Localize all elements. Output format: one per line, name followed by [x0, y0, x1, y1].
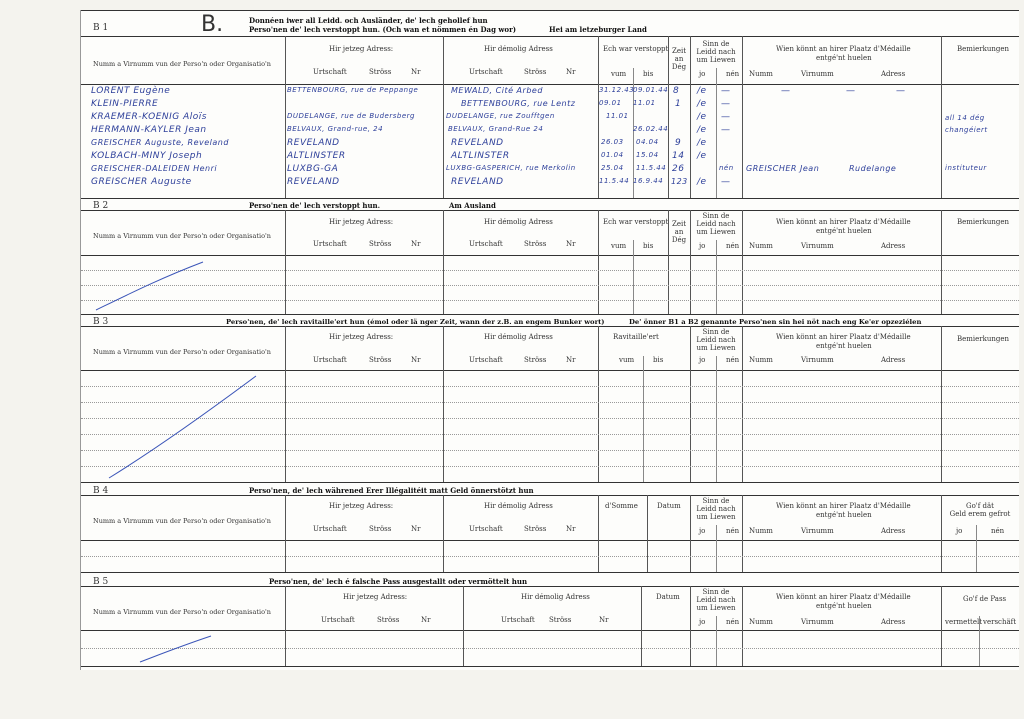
b1-code: B 1: [93, 23, 109, 33]
row-from: 11.5.44: [599, 177, 630, 185]
row-name: KRAEMER-KOENIG Aloïs: [91, 112, 207, 122]
b4-sub-address: Adress: [881, 527, 906, 535]
row-to: 11.01: [633, 99, 656, 107]
b5-sub-place: Urtschaft: [321, 616, 355, 624]
row-from: 01.04: [601, 151, 624, 159]
b5-sub-address: Adress: [881, 618, 906, 626]
row-cur: LUXBG-GA: [287, 164, 339, 174]
b5-sub-place-2: Urtschaft: [501, 616, 535, 624]
b1-hdr-sense: Sinn de Leidd nach um Liewen: [696, 40, 736, 64]
row-days: 8: [673, 86, 680, 96]
row-to: 15.04: [636, 151, 659, 159]
b5-sub-street: Ströss: [377, 616, 400, 624]
b1-title2: Perso'nen de' lech verstoppt hun. (Och wan et nömmen én Dag wor): [249, 25, 517, 34]
b4-hdr-current: Hir jetzeg Adress:: [329, 502, 394, 510]
sub-street-2: Ströss: [524, 68, 547, 76]
row-to: 11.5.44: [636, 164, 667, 172]
b2-sub-from: vum: [611, 242, 627, 250]
b5-sub-name: Numm: [749, 618, 773, 626]
row-name: GREISCHER-DALEIDEN Henri: [91, 164, 218, 173]
b5-sub-pass-mediated: vermettelt: [945, 618, 983, 626]
b5-sub-no: nén: [726, 618, 740, 626]
row-former: LUXBG-GASPERICH, rue Merkolin: [446, 164, 576, 172]
b3-code: B 3: [93, 317, 109, 327]
row-name: HERMANN-KAYLER Jean: [91, 125, 207, 135]
b4-sub-name: Numm: [749, 527, 773, 535]
row-no: —: [721, 125, 731, 135]
b2-sub-no: nén: [726, 242, 740, 250]
b4-sub-nr: Nr: [411, 525, 421, 533]
b3-hdr-medal2: entgé'nt huelen: [816, 342, 872, 350]
b5-hdr-medal: Wien könnt an hirer Plaatz d'Médaille: [776, 593, 911, 601]
row-yes: /e: [697, 99, 707, 109]
b5-sub-street-2: Ströss: [549, 616, 572, 624]
row-days: 9: [675, 138, 682, 148]
b2-sub-first: Virnumm: [801, 242, 834, 250]
b2-code: B 2: [93, 201, 109, 211]
b4-title: Perso'nen, de' lech währened Erer Illégalitéit matt Geld önnerstötzt hun: [249, 486, 534, 495]
row-no: nén: [719, 164, 734, 172]
b2-sub-nr-2: Nr: [566, 240, 576, 248]
b5-strike-line: [136, 632, 216, 666]
row-from: 26.03: [601, 138, 624, 146]
b1-letter: B.: [201, 12, 224, 37]
b1-hdr-medal: Wien könnt an hirer Plaatz d'Médaille: [776, 45, 911, 53]
sub-to: bis: [643, 70, 654, 78]
b2-hdr-sense: Sinn de Leidd nach um Liewen: [696, 212, 736, 236]
b5-hdr-name: Numm a Virnumm vun der Perso'n oder Organisatio'n: [93, 608, 271, 616]
b3-hdr-medal: Wien könnt an hirer Plaatz d'Médaille: [776, 333, 911, 341]
b2-sub-street-2: Ströss: [524, 240, 547, 248]
row-yes: /e: [697, 138, 707, 148]
b3-hdr-name: Numm a Virnumm vun der Perso'n oder Organisatio'n: [93, 348, 271, 356]
row-cur: BELVAUX, Grand-rue, 24: [287, 125, 384, 133]
b1-hdr-current: Hir jetzeg Adress:: [329, 45, 394, 53]
b3-sub-to: bis: [653, 356, 664, 364]
b4-sub-money-yes: jo: [956, 527, 963, 535]
b3-sub-place-2: Urtschaft: [469, 356, 503, 364]
b3-title-right: De' önner B1 a B2 genannte Perso'nen sin hei nöt nach eng Ke'er opzeziélen: [629, 318, 922, 326]
b2-hdr-medal: Wien könnt an hirer Plaatz d'Médaille: [776, 218, 911, 226]
b1-hdr-hidden: Ech war verstoppt: [603, 45, 669, 53]
b4-hdr-sum: d'Somme: [605, 502, 638, 510]
b5-code: B 5: [93, 577, 109, 587]
b4-sub-yes: jo: [699, 527, 706, 535]
b4-sub-nr-2: Nr: [566, 525, 576, 533]
b5-hdr-medal2: entgé'nt huelen: [816, 602, 872, 610]
form-page: [80, 10, 1019, 670]
row-from: 31.12.43: [599, 86, 635, 94]
sub-from: vum: [611, 70, 627, 78]
row-from: 11.01: [606, 112, 629, 120]
row-from: 09.01: [599, 99, 622, 107]
b5-sub-nr: Nr: [421, 616, 431, 624]
sub-no: nén: [726, 70, 740, 78]
row-cur: ALTLINSTER: [287, 151, 346, 161]
row-yes: /e: [697, 151, 707, 161]
row-mfirst: Rudelange: [849, 164, 897, 173]
row-cur: REVELAND: [287, 138, 340, 148]
row-days: 26: [672, 164, 685, 174]
row-to: 04.04: [636, 138, 659, 146]
b2-hdr-current: Hir jetzeg Adress:: [329, 218, 394, 226]
b5-title: Perso'nen, de' lech é falsche Pass ausgestallt oder vermöttelt hun: [269, 577, 528, 586]
row-former: MEWALD, Cité Arbed: [451, 86, 543, 95]
b3-sub-name: Numm: [749, 356, 773, 364]
row-former: DUDELANGE, rue Zoufftgen: [446, 112, 555, 120]
b3-sub-nr-2: Nr: [566, 356, 576, 364]
sub-nr-2: Nr: [566, 68, 576, 76]
row-mname: GREISCHER Jean: [746, 164, 820, 173]
sub-first: Virnumm: [801, 70, 834, 78]
b1-hdr-name: Numm a Virnumm vun der Perso'n oder Organisatio'n: [93, 60, 271, 68]
b3-sub-no: nén: [726, 356, 740, 364]
row-name: GREISCHER Auguste, Reveland: [91, 138, 229, 147]
b1-hdr-time: Zeit an Dég: [671, 47, 687, 71]
b3-hdr-rav: Ravitaille'ert: [613, 333, 659, 341]
row-cur: DUDELANGE, rue de Budersberg: [287, 112, 415, 120]
b4-hdr-medal2: entgé'nt huelen: [816, 511, 872, 519]
b2-sub-place-2: Urtschaft: [469, 240, 503, 248]
b2-hdr-remarks: Bemierkungen: [957, 218, 1010, 226]
row-maddr: —: [896, 86, 906, 96]
row-to: 26.02.44: [633, 125, 669, 133]
row-yes: /e: [697, 112, 707, 122]
b3-sub-street: Ströss: [369, 356, 392, 364]
row-cur: BETTENBOURG, rue de Peppange: [287, 86, 419, 94]
b4-sub-place: Urtschaft: [313, 525, 347, 533]
row-rem: changéiert: [945, 126, 988, 134]
b2-hdr-name: Numm a Virnumm vun der Perso'n oder Organisatio'n: [93, 232, 271, 240]
sub-yes: jo: [699, 70, 706, 78]
b3-sub-address: Adress: [881, 356, 906, 364]
b3-sub-street-2: Ströss: [524, 356, 547, 364]
b5-hdr-current: Hir jetzeg Adress:: [343, 593, 408, 601]
row-yes: /e: [697, 86, 707, 96]
b4-hdr-sense: Sinn de Leidd nach um Liewen: [696, 497, 736, 521]
b5-sub-first: Virnumm: [801, 618, 834, 626]
b1-hdr-medal2: entgé'nt huelen: [816, 54, 872, 62]
row-former: REVELAND: [451, 138, 504, 148]
row-name: KOLBACH-MINY Joseph: [91, 151, 203, 161]
row-days: 123: [671, 177, 688, 186]
b4-code: B 4: [93, 486, 109, 496]
row-no: —: [721, 112, 731, 122]
sub-place-2: Urtschaft: [469, 68, 503, 76]
b3-hdr-remarks: Bemierkungen: [957, 335, 1010, 343]
row-days: 1: [675, 99, 682, 109]
b4-sub-place-2: Urtschaft: [469, 525, 503, 533]
row-former: ALTLINSTER: [451, 151, 510, 161]
b3-hdr-former: Hir démolig Adress: [484, 333, 553, 341]
b4-sub-no: nén: [726, 527, 740, 535]
b1-title1: Donnéen iwer all Leidd. och Ausländer, de' lech gehollef hun: [249, 16, 488, 25]
b2-hdr-medal2: entgé'nt huelen: [816, 227, 872, 235]
row-name: GREISCHER Auguste: [91, 177, 192, 187]
b4-hdr-former: Hir démolig Adress: [484, 502, 553, 510]
b2-sub-street: Ströss: [369, 240, 392, 248]
b2-strike-line: [91, 258, 211, 314]
b3-sub-from: vum: [619, 356, 635, 364]
b3-sub-first: Virnumm: [801, 356, 834, 364]
b4-sub-street-2: Ströss: [524, 525, 547, 533]
sub-name: Numm: [749, 70, 773, 78]
b3-sub-place: Urtschaft: [313, 356, 347, 364]
b3-title: Perso'nen, de' lech ravitaille'ert hun (émol oder lä nger Zeit, wann der z.B. an engem Bunker wort): [226, 318, 605, 326]
b1-title3: Hei am letzeburger Land: [549, 25, 647, 34]
row-cur: REVELAND: [287, 177, 340, 187]
b2-sub-address: Adress: [881, 242, 906, 250]
sub-place: Urtschaft: [313, 68, 347, 76]
b4-hdr-name: Numm a Virnumm vun der Perso'n oder Organisatio'n: [93, 517, 271, 525]
b1-hdr-remarks: Bemierkungen: [957, 45, 1010, 53]
row-no: —: [721, 99, 731, 109]
row-former: BELVAUX, Grand-Rue 24: [448, 125, 544, 133]
b4-sub-first: Virnumm: [801, 527, 834, 535]
b5-sub-yes: jo: [699, 618, 706, 626]
b2-sub-name: Numm: [749, 242, 773, 250]
row-rem: all 14 dég: [945, 114, 985, 122]
sub-nr: Nr: [411, 68, 421, 76]
sub-address: Adress: [881, 70, 906, 78]
b2-hdr-time: Zeit an Dég: [671, 220, 687, 244]
b2-sub-nr: Nr: [411, 240, 421, 248]
b5-hdr-former: Hir démolig Adress: [521, 593, 590, 601]
b4-hdr-date: Datum: [657, 502, 681, 510]
b2-title-right: Am Ausland: [449, 201, 496, 210]
row-from: 25.04: [601, 164, 624, 172]
b3-hdr-sense: Sinn de Leidd nach um Liewen: [696, 328, 736, 352]
row-mname: —: [781, 86, 791, 96]
b2-sub-to: bis: [643, 242, 654, 250]
row-days: 14: [672, 151, 685, 161]
b2-sub-yes: jo: [699, 242, 706, 250]
b4-sub-street: Ströss: [369, 525, 392, 533]
row-yes: /e: [697, 125, 707, 135]
row-yes: /e: [697, 177, 707, 187]
b2-title: Perso'nen de' lech verstoppt hun.: [249, 201, 381, 210]
sub-street: Ströss: [369, 68, 392, 76]
b5-sub-nr-2: Nr: [599, 616, 609, 624]
b2-sub-place: Urtschaft: [313, 240, 347, 248]
b2-hdr-former: Hir démolig Adress: [484, 218, 553, 226]
b1-hdr-former: Hir démolig Adress: [484, 45, 553, 53]
b2-hdr-hidden: Ech war verstoppt: [603, 218, 669, 226]
b5-hdr-pass: Go'f de Pass: [963, 595, 1007, 603]
b4-hdr-money: Go'f dät Geld erem gefrot: [949, 502, 1011, 518]
b5-hdr-date: Datum: [656, 593, 680, 601]
row-to: 09.01.44: [633, 86, 669, 94]
b5-hdr-sense: Sinn de Leidd nach um Liewen: [696, 588, 736, 612]
row-name: LORENT Eugène: [91, 86, 171, 96]
row-name: KLEIN-PIERRE: [91, 99, 159, 109]
b3-sub-yes: jo: [699, 356, 706, 364]
b5-sub-pass-procured: verschäft: [983, 618, 1017, 626]
row-rem: instituteur: [945, 164, 987, 172]
b3-hdr-current: Hir jetzeg Adress:: [329, 333, 394, 341]
row-former: REVELAND: [451, 177, 504, 187]
row-no: —: [721, 86, 731, 96]
b4-hdr-medal: Wien könnt an hirer Plaatz d'Médaille: [776, 502, 911, 510]
b3-sub-nr: Nr: [411, 356, 421, 364]
row-no: —: [721, 177, 731, 187]
row-former: BETTENBOURG, rue Lentz: [461, 99, 576, 108]
row-to: 16.9.44: [633, 177, 664, 185]
b4-sub-money-no: nén: [991, 527, 1005, 535]
b3-strike-line: [101, 372, 261, 482]
row-mfirst: —: [846, 86, 856, 96]
